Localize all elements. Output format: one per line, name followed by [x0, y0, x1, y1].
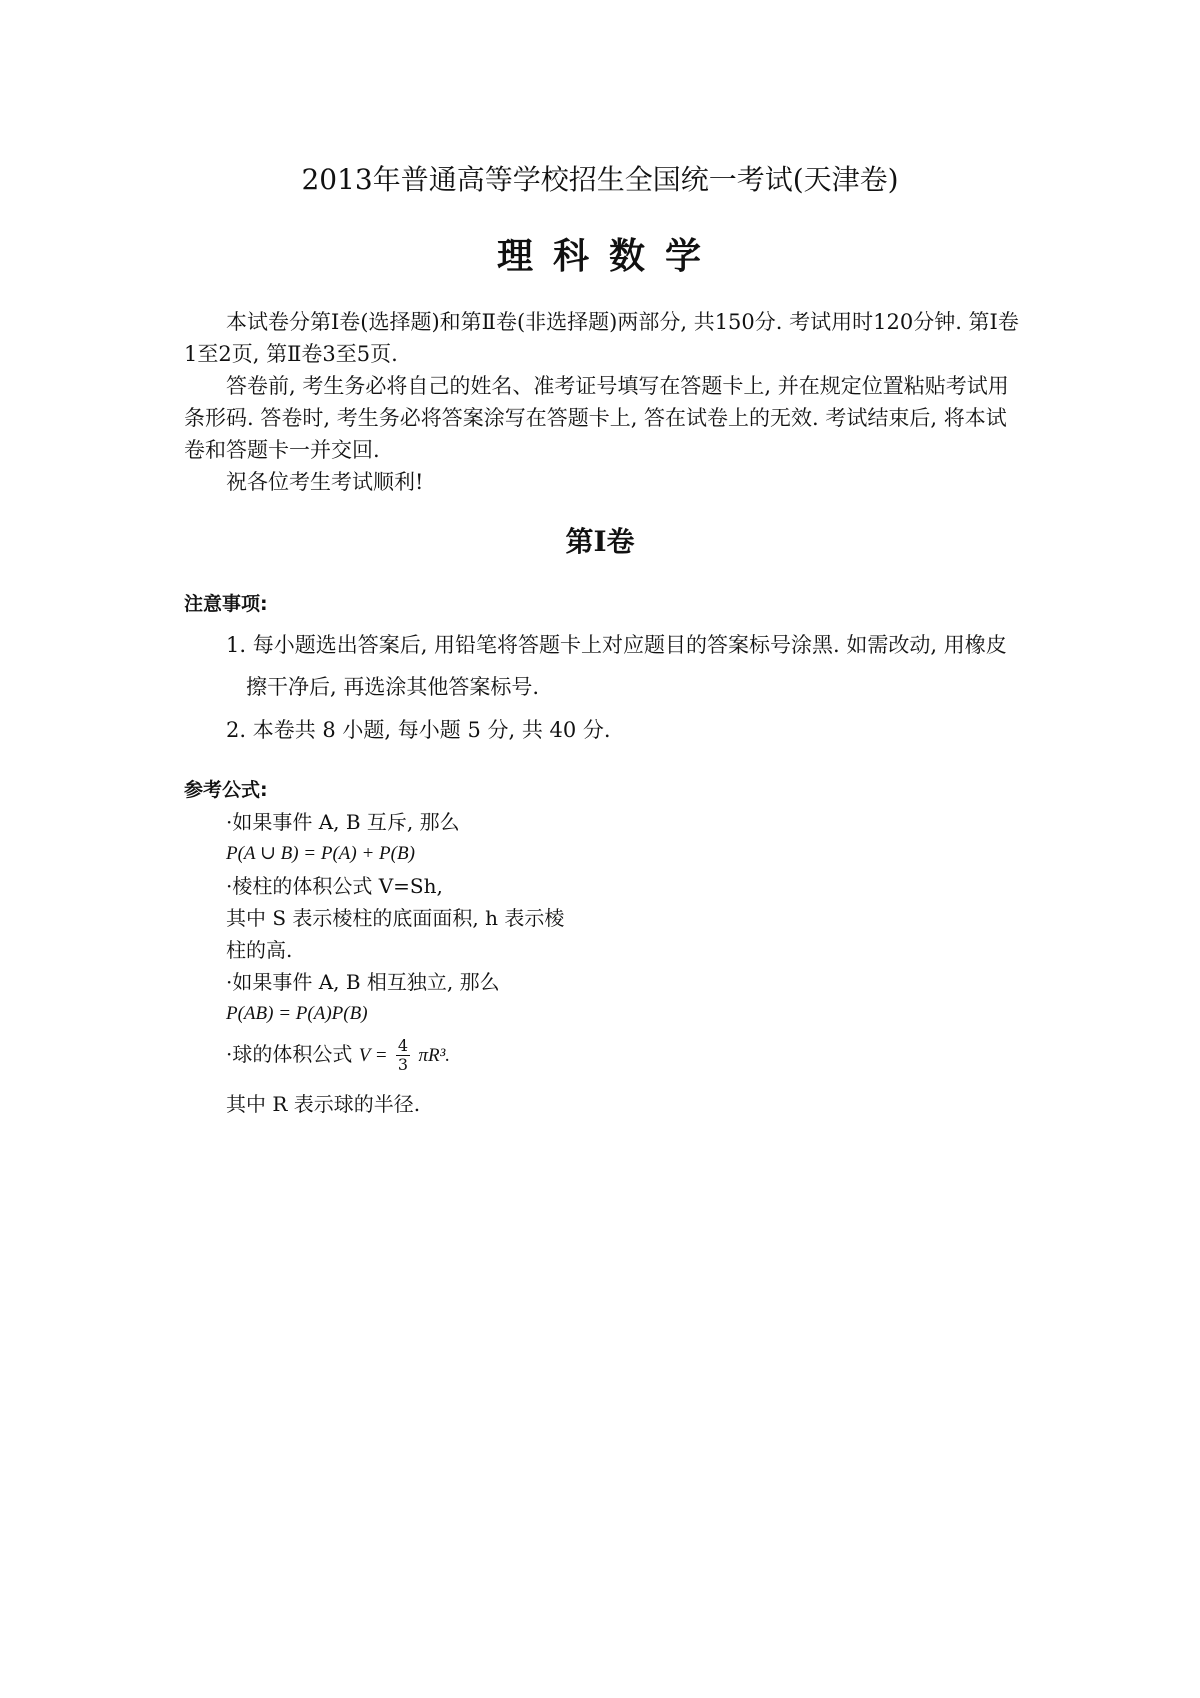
- intro-paragraph: 本试卷分第Ⅰ卷(选择题)和第Ⅱ卷(非选择题)两部分, 共150分. 考试用时120分钟. 第Ⅰ卷1至2页, 第Ⅱ卷3至5页.: [184, 310, 1019, 366]
- notice-item: 2. 本卷共 8 小题, 每小题 5 分, 共 40 分.: [226, 718, 611, 742]
- formula-line: ·如果事件 A, B 互斥, 那么: [226, 810, 460, 834]
- formula-label: ·球的体积公式: [226, 1042, 353, 1066]
- fraction: [396, 1037, 410, 1074]
- subject-char: 学: [665, 235, 704, 277]
- formula-line: ·如果事件 A, B 相互独立, 那么: [226, 970, 500, 994]
- subject-char: 数: [609, 235, 648, 277]
- notice-heading: 注意事项:: [184, 593, 268, 615]
- formula-rhs: πR³.: [418, 1045, 451, 1066]
- exam-title: 2013年普通高等学校招生全国统一考试(天津卷): [301, 163, 899, 196]
- formula-line: P(A ∪ B) = P(A) + P(B): [226, 843, 415, 864]
- subject-title: [0, 234, 1200, 278]
- formula-line: P(AB) = P(A)P(B): [226, 1003, 368, 1024]
- intro-paragraph: 答卷前, 考生务必将自己的姓名、准考证号填写在答题卡上, 并在规定位置粘贴考试用条形码. 答卷时, 考生务必将答案涂写在答题卡上, 答在试卷上的无效. 考试结束后, 将本试卷和答题卡一并交回.: [184, 374, 1009, 462]
- formula-line: 柱的高.: [226, 938, 293, 962]
- notice-item: 1. 每小题选出答案后, 用铅笔将答题卡上对应题目的答案标号涂黑. 如需改动, 用橡皮擦干净后, 再选涂其他答案标号.: [226, 633, 1007, 699]
- part-title: 第Ⅰ卷: [565, 525, 635, 558]
- intro-block: [184, 306, 1024, 498]
- subject-char: 科: [552, 235, 591, 277]
- intro-paragraph: 祝各位考生考试顺利!: [226, 470, 424, 494]
- fraction-numerator: 4: [397, 1036, 409, 1055]
- formula-line: 其中 S 表示棱柱的底面面积, h 表示棱: [226, 906, 565, 930]
- fraction-denominator: 3: [397, 1055, 409, 1074]
- formulas-heading: 参考公式:: [184, 779, 268, 801]
- formula-line: ·棱柱的体积公式 V=Sh,: [226, 874, 443, 898]
- sphere-volume-formula: [226, 1030, 450, 1080]
- formula-line: 其中 R 表示球的半径.: [226, 1092, 421, 1116]
- subject-char: 理: [496, 235, 535, 277]
- formula-lhs: V =: [358, 1045, 388, 1066]
- notice-list: [226, 624, 1026, 746]
